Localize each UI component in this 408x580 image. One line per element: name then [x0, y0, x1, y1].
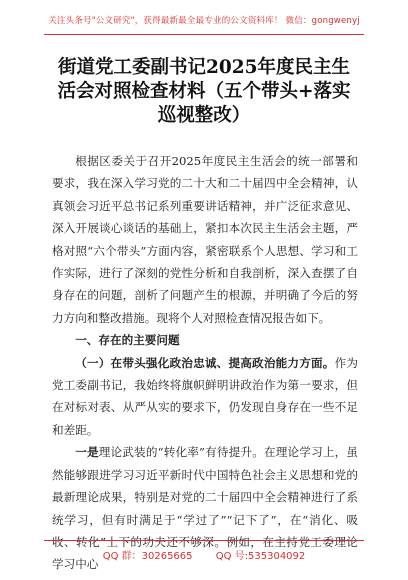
- subsection-text: 作为党工委副书记，我始终将旗帜鲜明讲政治作为第一要求，但在对标对表、从严从实的要求下，仍发现自身存在一些不足和差距。: [52, 355, 358, 437]
- header-divider: [44, 34, 364, 35]
- document-body: [52, 150, 358, 576]
- point-text: 理论武装的“转化率”有待提升。在理论学习上，虽然能够跟进学习习近平新时代中国特色社会主义思想和党的最新理论成果，特别是对党的二十届四中全会精神进行了系统学习，但有时满足于“学过了”“记下了”，在“消化、吸收、转化”上下的功夫还不够深。例如，在主持党工委理论学习中心: [52, 445, 358, 572]
- point-lead: 一是: [75, 445, 99, 460]
- footer-qq-group: QQ 群：30265665: [102, 551, 193, 562]
- page-header: [0, 0, 408, 35]
- subsection-heading: （一）在带头强化政治忠诚、提高政治能力方面。: [75, 355, 335, 370]
- subsection-paragraph: [52, 352, 358, 442]
- document-title: 街道党工委副书记2025年度民主生活会对照检查材料（五个带头+落实巡视整改）: [57, 57, 351, 126]
- header-promo-text: 关注头条号"公文研究"，获得最新最全最专业的公文资料库！ 微信：gongwenyj: [48, 16, 360, 26]
- page-footer: [0, 540, 408, 562]
- footer-divider: [44, 540, 364, 541]
- footer-contact: [0, 547, 408, 562]
- intro-paragraph: 根据区委关于召开2025年度民主生活会的统一部署和要求，我在深入学习党的二十大和二十届四中全会精神，认真领会习近平总书记系列重要讲话精神，并广泛征求意见、深入开展谈心谈话的基础上，紧扣本次民主生活会主题，严格对照“六个带头”方面内容，紧密联系个人思想、学习和工作实际，进行了深刻的党性分析和自我剖析，深入查摆了自身存在的问题，剖析了问题产生的根源，并明确了今后的努力方向和整改措施。现将个人对照检查情况报告如下。: [52, 154, 358, 325]
- footer-qq-number: QQ 号:535304092: [215, 551, 306, 562]
- section-heading: 一、存在的主要问题: [75, 333, 180, 348]
